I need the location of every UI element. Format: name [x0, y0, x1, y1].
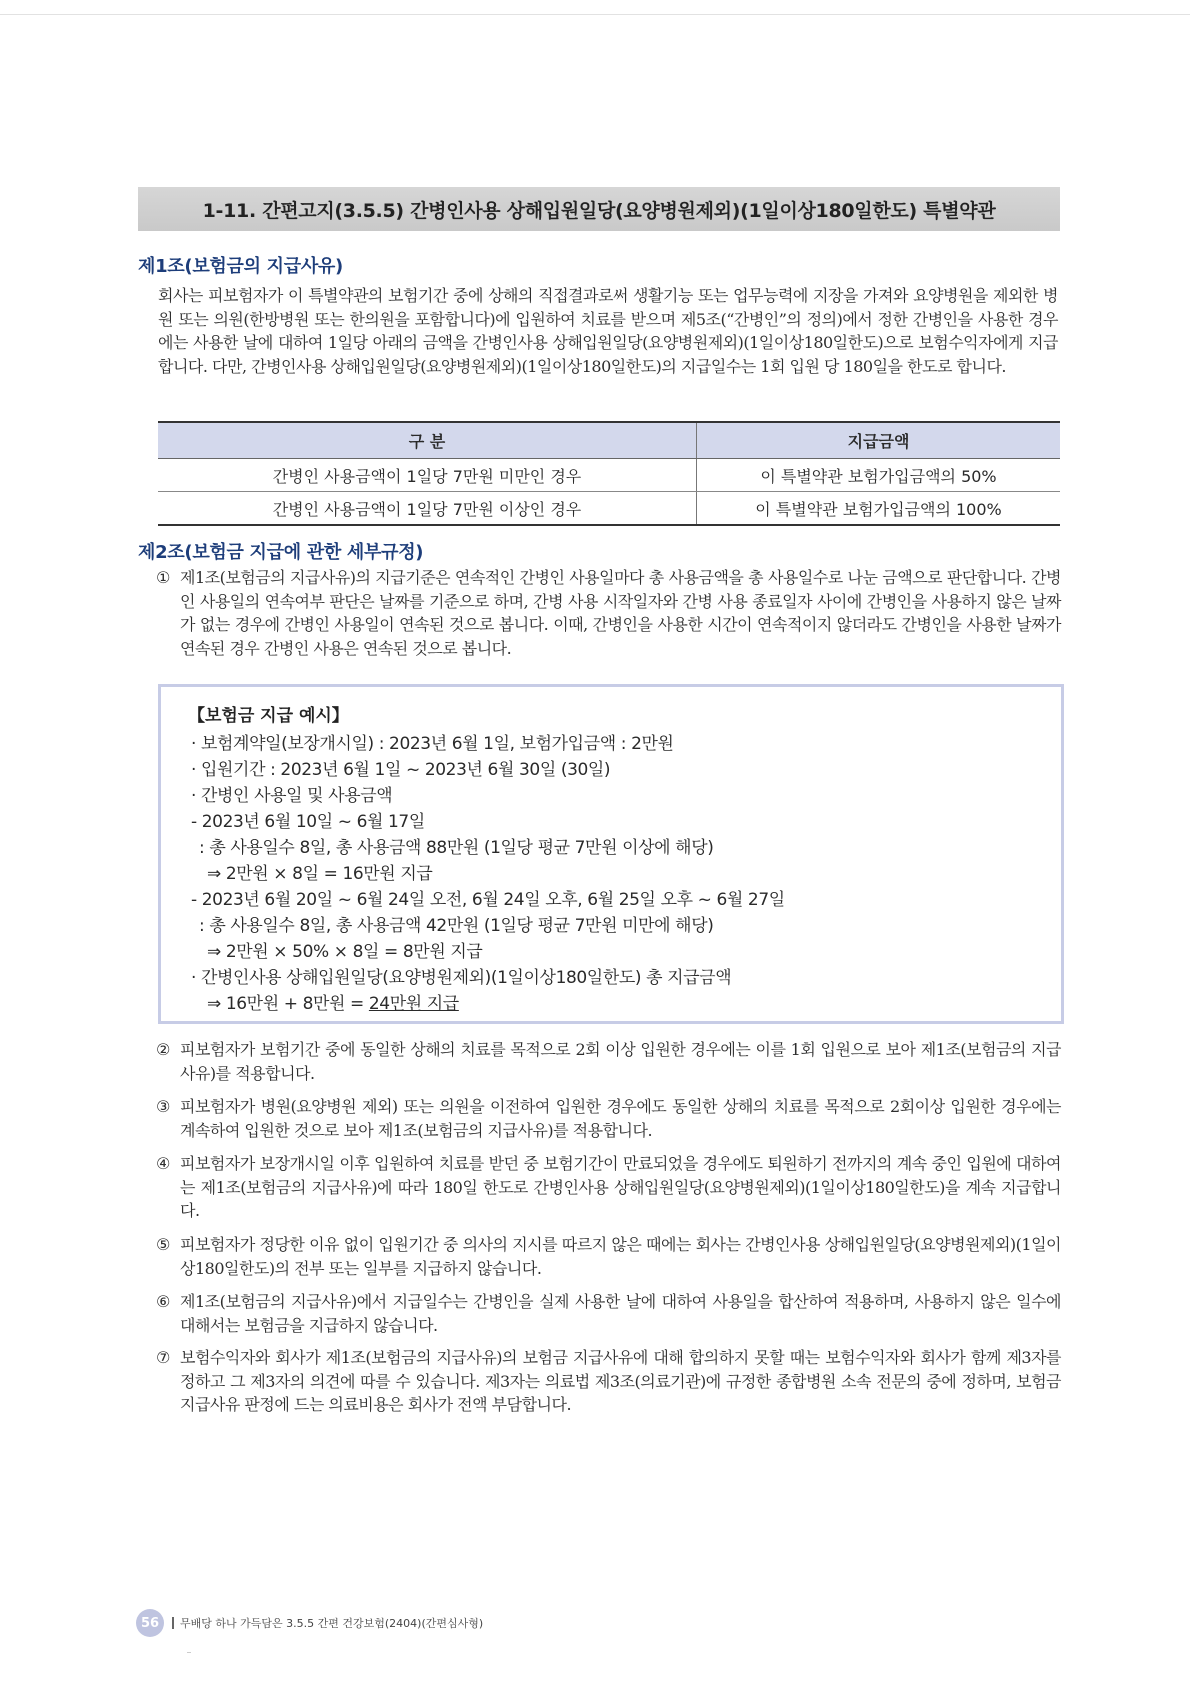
section-title: 1-11. 간편고지(3.5.5) 간병인사용 상해입원일당(요양병원제외)(1일이상180일한도) 특별약관 — [138, 187, 1060, 231]
table-cell: 이 특별약관 보험가입금액의 100% — [697, 492, 1061, 526]
clause-number: ⑤ — [156, 1235, 170, 1254]
clause-number: ⑥ — [156, 1292, 170, 1311]
clause-text: 피보험자가 정당한 이유 없이 입원기간 중 의사의 지시를 따르지 않은 때에는 회사는 간병인사용 상해입원일당(요양병원제외)(1일이상180일한도)의 전부 또는 일부를 지급하지 않습니다. — [180, 1235, 1061, 1278]
column-header-amount: 지급금액 — [697, 422, 1061, 459]
payment-table — [158, 421, 1060, 526]
example-line: ⇒ 2만원 × 8일 = 16만원 지급 — [207, 864, 433, 884]
clause-item — [156, 1152, 1061, 1223]
table-cell: 이 특별약관 보험가입금액의 50% — [697, 459, 1061, 492]
example-line: · 입원기간 : 2023년 6월 1일 ~ 2023년 6월 30일 (30일) — [191, 760, 611, 780]
clause-number: ③ — [156, 1097, 170, 1116]
clause-text: 피보험자가 병원(요양병원 제외) 또는 의원을 이전하여 입원한 경우에도 동일한 상해의 치료를 목적으로 2회이상 입원한 경우에는 계속하여 입원한 것으로 보아 제1조(보험금의 지급사유)를 적용합니다. — [180, 1097, 1061, 1140]
table-header-row — [158, 422, 1060, 459]
clause-number: ④ — [156, 1154, 170, 1173]
clause-item — [156, 1290, 1061, 1337]
clause-text: 피보험자가 보장개시일 이후 입원하여 치료를 받던 중 보험기간이 만료되었을 경우에도 퇴원하기 전까지의 계속 중인 입원에 대하여는 제1조(보험금의 지급사유)에 따라 180일 한도로 간병인사용 상해입원일당(요양병원제외)(1일이상180일한도)을 계속 지급합니다. — [180, 1154, 1061, 1220]
clause-item — [156, 566, 1061, 660]
clause-number: ① — [156, 568, 170, 587]
table-cell: 간병인 사용금액이 1일당 7만원 미만인 경우 — [158, 459, 697, 492]
example-line: - 2023년 6월 10일 ~ 6월 17일 — [191, 812, 425, 832]
footer-mark — [187, 1652, 191, 1653]
article1-body: 회사는 피보험자가 이 특별약관의 보험기간 중에 상해의 직접결과로써 생활기능 또는 업무능력에 지장을 가져와 요양병원을 제외한 병원 또는 의원(한방병원 또는 한의원을 포함합니다)에 입원하여 치료를 받으며 제5조(“간병인”의 정의)에서 정한 간병인을 사용한 경우에는 사용한 날에 대하여 1일당 아래의 금액을 간병인사용 상해입원일당(요양병원제외)(1일이상180일한도)으로 보험수익자에게 지급합니다. 다만, 간병인사용 상해입원일당(요양병원제외)(1일이상180일한도)의 지급일수는 1회 입원 당 180일을 한도로 합니다. — [158, 286, 1058, 376]
example-line: : 총 사용일수 8일, 총 사용금액 42만원 (1일당 평균 7만원 미만에 해당) — [199, 916, 714, 936]
example-total-line — [187, 991, 1027, 1017]
example-line: · 간병인사용 상해입원일당(요양병원제외)(1일이상180일한도) 총 지급금액 — [191, 968, 732, 988]
example-line: ⇒ 2만원 × 50% × 8일 = 8만원 지급 — [207, 942, 483, 962]
example-title: 【보험금 지급 예시】 — [188, 706, 349, 726]
table-cell: 간병인 사용금액이 1일당 7만원 이상인 경우 — [272, 499, 582, 519]
clause-text: 제1조(보험금의 지급사유)의 지급기준은 연속적인 간병인 사용일마다 총 사용금액을 총 사용일수로 나눈 금액으로 판단합니다. 간병인 사용일의 연속여부 판단은 날짜를 기준으로 하며, 간병 사용 시작일자와 간병 사용 종료일자 사이에 간병인을 사용하지 않은 날짜가 없는 경우에 간병인 사용일이 연속된 것으로 봅니다. 이때, 간병인을 사용한 시간이 연속적이지 않더라도 간병인을 사용한 날짜가 연속된 경우 간병인 사용은 연속된 것으로 봅니다. — [180, 568, 1061, 658]
footer-product-name: 무배당 하나 가득담은 3.5.5 간편 건강보험(2404)(간편심사형) — [180, 1617, 484, 1630]
article1-heading: 제1조(보험금의 지급사유) — [138, 256, 343, 277]
example-line: - 2023년 6월 20일 ~ 6월 24일 오전, 6월 24일 오후, 6월 25일 오후 ~ 6월 27일 — [191, 890, 785, 910]
article2-heading: 제2조(보험금 지급에 관한 세부규정) — [138, 542, 424, 563]
clause-item — [156, 1038, 1061, 1085]
clause-number: ② — [156, 1040, 170, 1059]
payment-example-box — [158, 684, 1064, 1024]
example-line: · 보험계약일(보장개시일) : 2023년 6월 1일, 보험가입금액 : 2만원 — [191, 734, 674, 754]
top-rule — [0, 14, 1190, 15]
clause-item — [156, 1346, 1061, 1417]
clause-text: 보험수익자와 회사가 제1조(보험금의 지급사유)의 보험금 지급사유에 대해 합의하지 못할 때는 보험수익자와 회사가 함께 제3자를 정하고 그 제3자의 의견에 따를 수 있습니다. 제3자는 의료법 제3조(의료기관)에 규정한 종합병원 소속 전문의 중에 정하며, 보험금 지급사유 판정에 드는 의료비용은 회사가 전액 부담합니다. — [180, 1348, 1061, 1414]
page-footer — [136, 1609, 483, 1637]
table-row — [158, 492, 1060, 526]
example-line: · 간병인 사용일 및 사용금액 — [191, 786, 393, 806]
clause-item — [156, 1233, 1061, 1280]
example-total-value: 24만원 지급 — [368, 994, 459, 1014]
example-lines — [187, 731, 1027, 1017]
clause-item — [156, 1095, 1061, 1142]
table-row — [158, 459, 1060, 492]
page-number: 56 — [136, 1609, 164, 1637]
clause-text: 피보험자가 보험기간 중에 동일한 상해의 치료를 목적으로 2회 이상 입원한 경우에는 이를 1회 입원으로 보아 제1조(보험금의 지급사유)를 적용합니다. — [180, 1040, 1061, 1083]
example-line: : 총 사용일수 8일, 총 사용금액 88만원 (1일당 평균 7만원 이상에 해당) — [199, 838, 714, 858]
example-total-prefix: ⇒ 16만원 + 8만원 = — [207, 994, 369, 1014]
footer-divider — [172, 1617, 174, 1629]
clause-number: ⑦ — [156, 1348, 170, 1367]
clause-text: 제1조(보험금의 지급사유)에서 지급일수는 간병인을 실제 사용한 날에 대하여 사용일을 합산하여 적용하며, 사용하지 않은 일수에 대해서는 보험금을 지급하지 않습니다. — [180, 1292, 1061, 1335]
column-header-category: 구 분 — [158, 422, 697, 459]
